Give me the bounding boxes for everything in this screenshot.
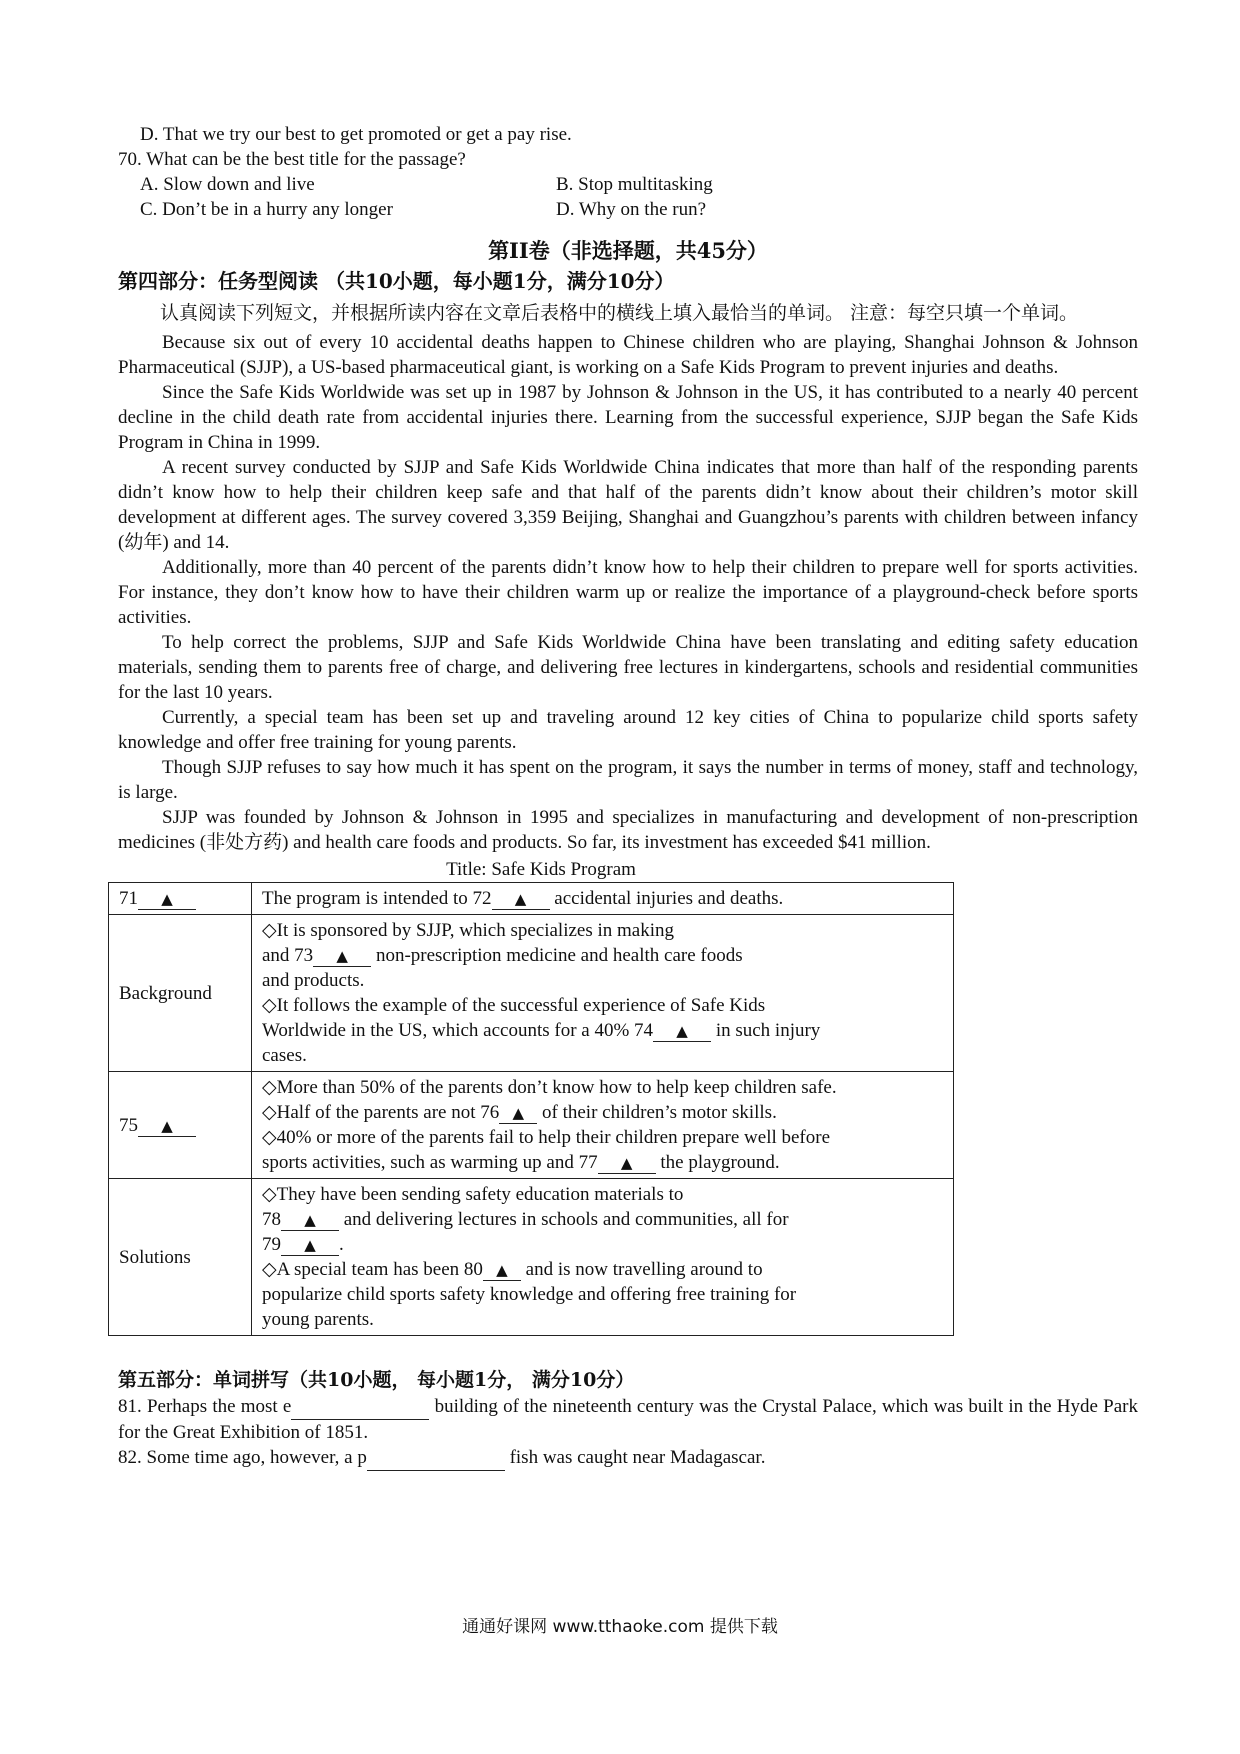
q70-options-row2 xyxy=(118,197,1138,222)
row1-text-after: accidental injuries and deaths. xyxy=(549,888,784,909)
line-text: and is now travelling around to xyxy=(520,1259,763,1280)
answer-blank-72[interactable] xyxy=(492,889,550,910)
table-cell-75 xyxy=(109,1072,252,1179)
q82-text-after: fish was caught near Madagascar. xyxy=(504,1447,766,1468)
line-text: sports activities, such as warming up and 77 xyxy=(262,1152,598,1173)
question-82 xyxy=(118,1445,1138,1471)
answer-blank-77[interactable] xyxy=(598,1153,656,1174)
answer-blank-76[interactable] xyxy=(499,1103,537,1124)
answer-blank-79[interactable] xyxy=(281,1235,339,1256)
problems-line: ◇More than 50% of the parents don’t know how to help keep children safe. xyxy=(262,1077,837,1098)
passage-paragraph: A recent survey conducted by SJJP and Safe Kids Worldwide China indicates that more than half of the responding parents didn’t know how to help their children keep safe and that half of the parents didn’t know about their children’s motor skill development at different ages. The survey covered 3,359 Beijing, Shanghai and Guangzhou’s parents with children between infancy (幼年) and 14. xyxy=(118,457,1138,553)
answer-blank-78[interactable] xyxy=(281,1210,339,1231)
triangle-icon: ▲ xyxy=(514,890,527,908)
summary-table xyxy=(108,882,954,1336)
background-line xyxy=(262,943,943,968)
question-81 xyxy=(118,1394,1138,1445)
triangle-icon: ▲ xyxy=(512,1104,525,1122)
line-text: and delivering lectures in schools and communities, all for xyxy=(339,1209,789,1230)
triangle-icon: ▲ xyxy=(336,947,348,965)
line-text: 78 xyxy=(262,1209,281,1230)
part4-title: 第四部分：任务型阅读 （共10小题，每小题1分，满分10分） xyxy=(118,269,675,293)
part4-instruction: 认真阅读下列短文，并根据所读内容在文章后表格中的横线上填入最恰当的单词。 注意：每空只填一个单词。 xyxy=(160,302,1079,324)
line-text: in such injury xyxy=(711,1020,821,1041)
table-row xyxy=(109,1179,954,1336)
passage-paragraph: Because six out of every 10 accidental deaths happen to Chinese children who are playing, Shanghai Johnson & Johnson Pharmaceutical (SJJP), a US-based pharmaceutical giant, is working on a Safe Kids Program to prevent injuries and deaths. xyxy=(118,332,1138,378)
solutions-line: ◇They have been sending safety education materials to xyxy=(262,1184,684,1205)
problems-line xyxy=(262,1150,943,1175)
blank-number-75: 75 xyxy=(119,1114,138,1136)
background-line: cases. xyxy=(262,1045,307,1066)
answer-blank-75[interactable] xyxy=(138,1116,196,1137)
q70-stem: 70. What can be the best title for the passage? xyxy=(118,149,466,170)
background-line xyxy=(262,1018,943,1043)
answer-blank-81[interactable] xyxy=(291,1394,429,1420)
line-text: and 73 xyxy=(262,945,314,966)
answer-blank-80[interactable] xyxy=(483,1260,521,1281)
answer-blank-82[interactable] xyxy=(367,1445,505,1471)
background-line: and products. xyxy=(262,970,365,991)
triangle-icon: ▲ xyxy=(496,1261,508,1279)
table-row xyxy=(109,1072,954,1179)
table-title: Title: Safe Kids Program xyxy=(446,859,636,880)
triangle-icon: ▲ xyxy=(620,1154,633,1172)
problems-line xyxy=(262,1100,943,1125)
solutions-line: popularize child sports safety knowledge and offering free training for xyxy=(262,1284,797,1305)
part5-title: 第五部分：单词拼写（共10小题， 每小题1分， 满分10分） xyxy=(118,1369,635,1391)
line-text: ◇Half of the parents are not 76 xyxy=(262,1102,500,1123)
row1-text-before: The program is intended to 72 xyxy=(262,888,492,909)
table-cell-purpose xyxy=(252,883,954,915)
table-cell-solutions-label: Solutions xyxy=(109,1179,252,1336)
passage-paragraph: Since the Safe Kids Worldwide was set up in 1987 by Johnson & Johnson in the US, it has contributed to a nearly 40 percent decline in the child death rate from accidental injuries there. Learning from the successful experience, SJJP began the Safe Kids Program in China in 1999. xyxy=(118,382,1138,453)
line-text: the playground. xyxy=(655,1152,780,1173)
triangle-icon: ▲ xyxy=(676,1022,688,1040)
q70-option-b: B. Stop multitasking xyxy=(556,174,713,195)
background-line: ◇It follows the example of the successful experience of Safe Kids xyxy=(262,995,766,1016)
q82-text-before: 82. Some time ago, however, a p xyxy=(118,1447,367,1468)
line-text: . xyxy=(339,1234,344,1255)
solutions-line: young parents. xyxy=(262,1309,374,1330)
answer-blank-74[interactable] xyxy=(653,1021,711,1042)
volume-title: 第II卷（非选择题，共45分） xyxy=(488,238,768,263)
passage-paragraph: Additionally, more than 40 percent of the parents didn’t know how to help their children to prepare well for sports activities. For instance, they don’t know how to have their children warm up or realize the importance of a playground-check before sports activities. xyxy=(118,557,1138,628)
table-cell-background xyxy=(252,915,954,1072)
line-text: non-prescription medicine and health care foods xyxy=(371,945,743,966)
problems-line: ◇40% or more of the parents fail to help their children prepare well before xyxy=(262,1127,831,1148)
q69-option-d: D. That we try our best to get promoted or get a pay rise. xyxy=(140,124,572,145)
exam-page xyxy=(118,122,1138,1471)
passage-paragraph: Currently, a special team has been set up and traveling around 12 key cities of China to popularize child sports safety knowledge and offer free training for young parents. xyxy=(118,707,1138,753)
solutions-line xyxy=(262,1257,943,1282)
triangle-icon: ▲ xyxy=(304,1211,316,1229)
q81-text-before: 81. Perhaps the most e xyxy=(118,1396,292,1417)
line-text: ◇A special team has been 80 xyxy=(262,1259,483,1280)
q70-options-row1 xyxy=(118,172,1138,197)
q70-option-a: A. Slow down and live xyxy=(140,174,315,195)
passage xyxy=(118,330,1138,855)
table-row xyxy=(109,915,954,1072)
blank-number-71: 71 xyxy=(119,888,138,909)
table-cell-71 xyxy=(109,883,252,915)
table-cell-solutions xyxy=(252,1179,954,1336)
table-cell-problems xyxy=(252,1072,954,1179)
table-row xyxy=(109,883,954,915)
solutions-line xyxy=(262,1232,943,1257)
download-footer: 通通好课网 www.tthaoke.com 提供下载 xyxy=(462,1617,778,1637)
solutions-line xyxy=(262,1207,943,1232)
passage-paragraph: To help correct the problems, SJJP and Safe Kids Worldwide China have been translating and editing safety education materials, sending them to parents free of charge, and delivering free lectures in kindergartens, schools and residential communities for the last 10 years. xyxy=(118,632,1138,703)
line-text: Worldwide in the US, which accounts for a 40% 74 xyxy=(262,1020,654,1041)
q70-option-d: D. Why on the run? xyxy=(556,199,707,220)
answer-blank-71[interactable] xyxy=(138,889,196,910)
background-line: ◇It is sponsored by SJJP, which specializes in making xyxy=(262,920,674,941)
line-text: 79 xyxy=(262,1234,281,1255)
q81-text-after: building of the nineteenth century was the Crystal Palace, which was built in the Hyde Park for the Great Exhibition of 1851. xyxy=(118,1396,1138,1443)
triangle-icon: ▲ xyxy=(161,890,173,908)
passage-paragraph: SJJP was founded by Johnson & Johnson in 1995 and specializes in manufacturing and development of non-prescription medicines (非处方药) and health care foods and products. So far, its investment has exceeded $41 million. xyxy=(118,807,1138,853)
triangle-icon: ▲ xyxy=(161,1116,173,1135)
q70-option-c: C. Don’t be in a hurry any longer xyxy=(140,199,393,220)
answer-blank-73[interactable] xyxy=(313,946,371,967)
table-cell-background-label: Background xyxy=(109,915,252,1072)
triangle-icon: ▲ xyxy=(304,1236,316,1254)
passage-paragraph: Though SJJP refuses to say how much it has spent on the program, it says the number in terms of money, staff and technology, is large. xyxy=(118,757,1138,803)
line-text: of their children’s motor skills. xyxy=(537,1102,777,1123)
